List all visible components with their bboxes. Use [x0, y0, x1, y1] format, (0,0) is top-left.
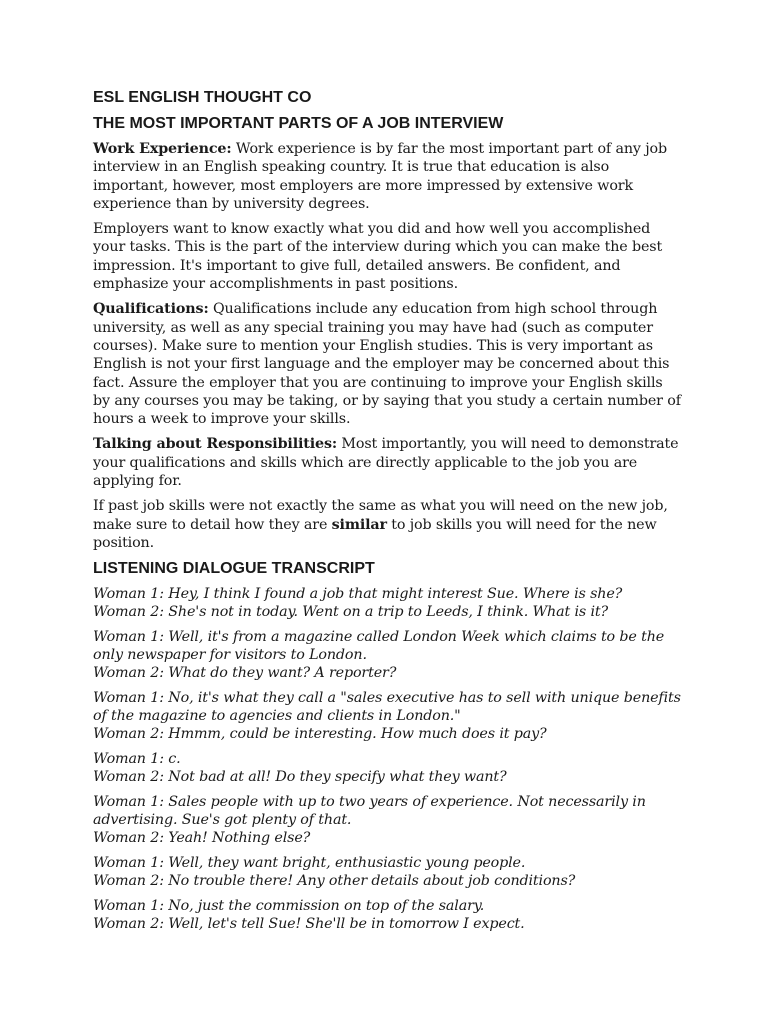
- dialogue-line: Woman 2: No trouble there! Any other details about job conditions?: [93, 873, 576, 890]
- document-title: ESL ENGLISH THOUGHT CO: [93, 89, 312, 106]
- dialogue-line: Woman 1: c.: [93, 751, 181, 768]
- dialogue-line: Woman 1: Well, it's from a magazine called London Week which claims to be the only newspaper for visitors to London.: [93, 629, 665, 664]
- dialogue-line: Woman 1: No, just the commission on top of the salary.: [93, 898, 485, 915]
- dialogue-exchange: [93, 689, 683, 743]
- dialogue-line: Woman 2: She's not in today. Went on a trip to Leeds, I think. What is it?: [93, 604, 609, 621]
- document-page: [93, 88, 683, 940]
- responsibilities-paragraph: [93, 435, 683, 490]
- dialogue-exchange: [93, 897, 683, 933]
- work-experience-text: Work experience is by far the most important part of any job interview in an English speaking country. It is true that education is also important, however, most employers are more impressed by extensive work experience than by university degrees.: [93, 141, 667, 212]
- qualifications-paragraph: [93, 300, 683, 428]
- dialogue-line: Woman 2: Not bad at all! Do they specify what they want?: [93, 769, 507, 786]
- dialogue-exchange: [93, 854, 683, 890]
- dialogue-line: Woman 2: Hmmm, could be interesting. How much does it pay?: [93, 726, 547, 743]
- work-experience-label: Work Experience:: [93, 141, 232, 157]
- dialogue-exchange: [93, 585, 683, 621]
- dialogue-line: Woman 2: Well, let's tell Sue! She'll be in tomorrow I expect.: [93, 916, 525, 933]
- transcript-heading: LISTENING DIALOGUE TRANSCRIPT: [93, 560, 375, 578]
- past-skills-paragraph: [93, 497, 683, 552]
- employers-paragraph: Employers want to know exactly what you did and how well you accomplished your tasks. This is the part of the interview during which you can make the best impression. It's important to give full, detailed answers. Be confident, and emphasize your accomplishments in past positions.: [93, 221, 663, 293]
- qualifications-label: Qualifications:: [93, 301, 209, 318]
- dialogue-exchange: [93, 628, 683, 682]
- responsibilities-text: Most importantly, you will need to demonstrate your qualifications and skills which are directly applicable to the job you are applying for.: [93, 436, 679, 490]
- dialogue-line: Woman 2: What do they want? A reporter?: [93, 665, 397, 682]
- dialogue-line: Woman 2: Yeah! Nothing else?: [93, 830, 311, 847]
- qualifications-text: Qualifications include any education from high school through university, as well as any special training you may have had (such as computer courses). Make sure to mention your English studies. This is very important as English is not your first language and the employer may be concerned about this fact. Assure the employer that you are continuing to improve your English skills by any courses you may be taking, or by saying that you study a certain number of hours a week to improve your skills.: [93, 301, 681, 428]
- dialogue-exchange: [93, 793, 683, 847]
- dialogue-line: Woman 1: Sales people with up to two years of experience. Not necessarily in advertising. Sue's got plenty of that.: [93, 794, 646, 829]
- past-skills-text-after: to job skills you will need for the new position.: [93, 516, 657, 551]
- dialogue-line: Woman 1: Well, they want bright, enthusiastic young people.: [93, 855, 526, 872]
- document-subtitle: THE MOST IMPORTANT PARTS OF A JOB INTERVIEW: [93, 115, 504, 132]
- work-experience-paragraph: [93, 140, 683, 213]
- past-skills-text-before: If past job skills were not exactly the same as what you will need on the new job, make sure to detail how they are: [93, 498, 668, 533]
- dialogue-line: Woman 1: Hey, I think I found a job that might interest Sue. Where is she?: [93, 586, 623, 603]
- past-skills-bold: similar: [331, 516, 387, 533]
- dialogue-line: Woman 1: No, it's what they call a "sales executive has to sell with unique benefits of the magazine to agencies and clients in London.": [93, 690, 681, 725]
- dialogue-exchange: [93, 750, 683, 786]
- responsibilities-label: Talking about Responsibilities:: [93, 436, 337, 453]
